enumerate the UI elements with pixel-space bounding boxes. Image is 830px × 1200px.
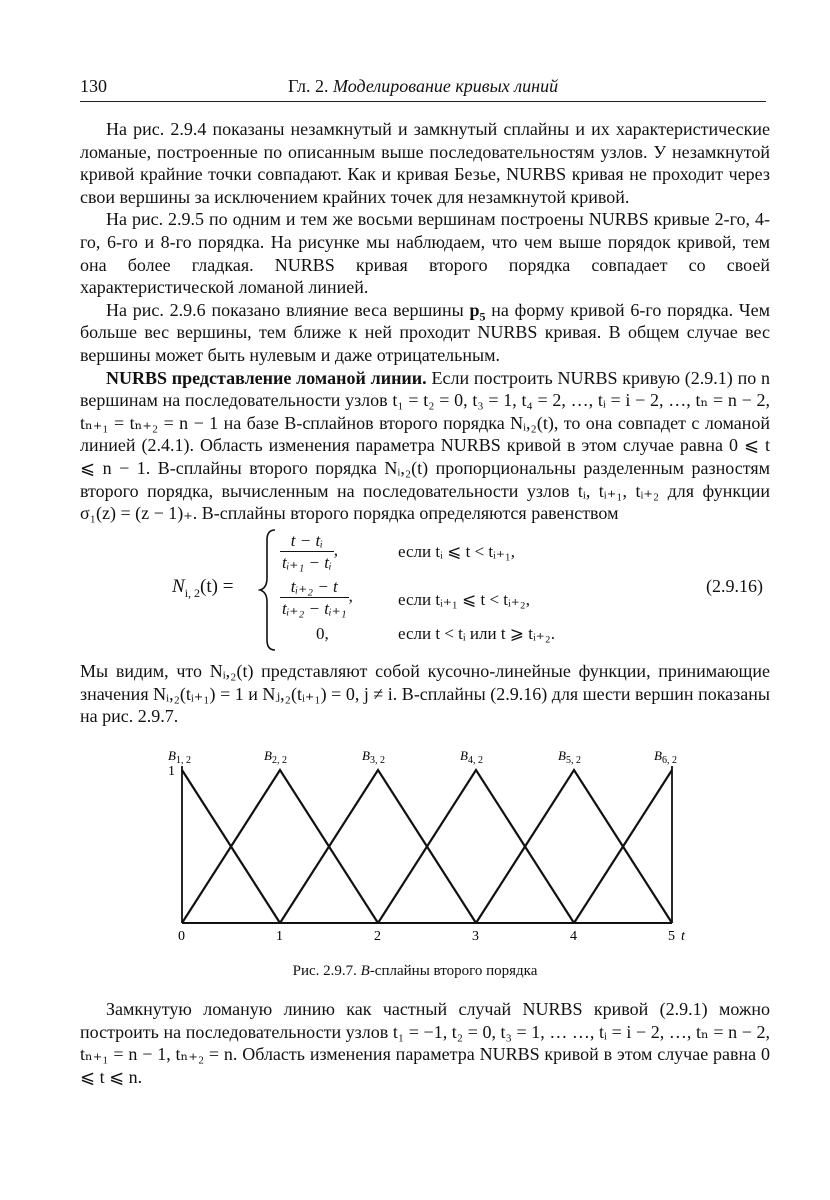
x-tick-label: 5 (668, 929, 675, 944)
lhs-subscript: i, 2 (184, 585, 201, 600)
chapter-running-title (288, 74, 558, 98)
case-2-condition: если tᵢ₊₁ ⩽ t < tᵢ₊₂, (398, 590, 530, 609)
body-text-bottom (80, 998, 770, 1088)
case-2-denominator: tᵢ₊₂ − tᵢ₊₁ (282, 599, 347, 618)
peak-label: $B_{1, 2}$ (168, 748, 191, 766)
header-rule (80, 101, 766, 102)
peak-label: $B_{5, 2}$ (558, 748, 581, 766)
paragraph-5: Мы видим, что Nᵢ,₂(t) представляют собой кусочно-линейные функции, принимающие значения Nᵢ,₂(tᵢ₊₁) = 1 и Nⱼ,₂(tᵢ₊₁) = 0, j ≠ i. B-сплайны (2.9.16) для шести вершин показаны на рис. 2.9.7. (80, 661, 770, 727)
page-number: 130 (80, 76, 107, 96)
paragraph-3-start: На рис. 2.9.6 показано влияние веса вершины (106, 299, 470, 320)
caption-text: -сплайны второго порядка (369, 963, 538, 979)
x-axis-label: t (681, 929, 685, 944)
series-line-4 (378, 770, 574, 923)
paragraph-6: Замкнутую ломаную линию как частный случай NURBS кривой (2.9.1) можно построить на последовательности узлов t₁ = −1, t₂ = 0, t₃ = 1, … …, tᵢ = i − 2, …, tₙ = n − 2, tₙ₊₁ = n − 1, tₙ₊₂ = n. Область изменения параметра NURBS кривой в этом случае равна 0 ⩽ t ⩽ n. (80, 999, 770, 1087)
vertex-index: 5 (479, 309, 486, 324)
vertex-letter: p (469, 299, 480, 320)
equation-number: (2.9.16) (706, 576, 763, 596)
body-text-middle (80, 660, 770, 728)
body-text-top (80, 118, 770, 525)
peak-label: $B_{6, 2}$ (654, 748, 677, 766)
chapter-title: Моделирование кривых линий (333, 76, 559, 96)
caption-b-symbol: B (360, 963, 370, 979)
case-3-value: 0, (316, 624, 329, 643)
case-1-fraction (280, 530, 334, 573)
case-2-numerator: tᵢ₊₂ − t (280, 576, 349, 598)
x-tick-label: 4 (570, 929, 577, 944)
case-2-expression: $\frac{\text{tᵢ₊₂ − t}}{\text{tᵢ₊₂ − tᵢ₊₁}}$ , (282, 577, 353, 618)
y-tick-label: 1 (168, 764, 175, 779)
lhs-symbol: N (172, 576, 185, 597)
series-line-5 (476, 770, 672, 923)
figure-series (182, 770, 672, 923)
x-tick-label: 2 (374, 929, 381, 944)
figure-caption (0, 963, 830, 980)
paragraph-2: На рис. 2.9.5 по одним и тем же восьми вершинам построены NURBS кривые 2-го, 4-го, 6-го и 8-го порядка. На рисунке мы наблюдаем, что чем выше порядок кривой, тем она более гладкая. NURBS кривая второго порядка совпадает со своей характеристической ломаной линией. (80, 209, 770, 298)
chapter-label: Гл. 2. (288, 76, 329, 96)
paragraph-1: На рис. 2.9.4 показаны незамкнутый и замкнутый сплайны и их характеристические ломаные, построенные по описанным выше последовательностям узлов. У незамкнутой кривой крайние точки совпадают. Как и кривая Безье, NURBS кривая не проходит через свои вершины за исключением крайних точек для незамкнутой кривой. (80, 119, 770, 207)
paragraph-3-end: на форму кривой 6-го порядка. Чем больше вес вершины, тем ближе к ней проходит NURBS кривая. В общем случае вес вершины может быть нулевым и даже отрицательным. (80, 299, 770, 365)
series-line-3 (280, 770, 476, 923)
equation-lhs (172, 576, 233, 598)
x-tick-label: 1 (276, 929, 283, 944)
case-1-expression: $\frac{\text{t − tᵢ}}{\text{tᵢ₊₁ − tᵢ}}$ , (282, 531, 338, 572)
caption-number: Рис. 2.9.7. (292, 963, 357, 979)
series-line-2 (182, 770, 378, 923)
case-2-fraction (280, 576, 349, 619)
case-1-numerator: t − tᵢ (280, 530, 334, 552)
paragraph-3 (80, 299, 770, 367)
running-header (80, 74, 766, 100)
peak-label: $B_{3, 2}$ (362, 748, 385, 766)
vertex-symbol (469, 299, 486, 324)
paragraph-4 (80, 367, 770, 525)
equation-2-9-16 (80, 528, 770, 652)
case-3-condition: если t < tᵢ или t ⩾ tᵢ₊₂. (398, 624, 555, 643)
x-tick-label: 3 (472, 929, 479, 944)
bspline-figure (164, 742, 704, 952)
peak-label: $B_{2, 2}$ (264, 748, 287, 766)
left-brace-icon (258, 528, 278, 652)
case-1-condition: если tᵢ ⩽ t < tᵢ₊₁, (398, 542, 516, 561)
lhs-argument: (t) = (200, 576, 234, 597)
peak-label: $B_{4, 2}$ (460, 748, 483, 766)
section-run-in-heading: NURBS представление ломаной линии. (106, 367, 427, 388)
case-1-denominator: tᵢ₊₁ − tᵢ (282, 553, 332, 572)
x-tick-label: 0 (178, 929, 185, 944)
paragraph-4-body: Если построить NURBS кривую (2.9.1) по n вершинам на последовательности узлов t₁ = t₂ = 0, t₃ = 1, t₄ = 2, …, tᵢ = i − 2, …, tₙ = n − 2, tₙ₊₁ = tₙ₊₂ = n − 1 на базе B-сплайнов второго порядка Nᵢ,₂(t), то она совпадет с ломаной линией (2.4.1). Область изменения параметра NURBS кривой в этом случае равна 0 ⩽ t ⩽ n − 1. B-сплайны второго порядка Nᵢ,₂(t) пропорциональны разделенным разностям второго порядка, вычисленным на последовательности узлов tᵢ, tᵢ₊₁, tᵢ₊₂ для функции σ₁(z) = (z − 1)₊. B-сплайны второго порядка определяются равенством (80, 367, 770, 524)
